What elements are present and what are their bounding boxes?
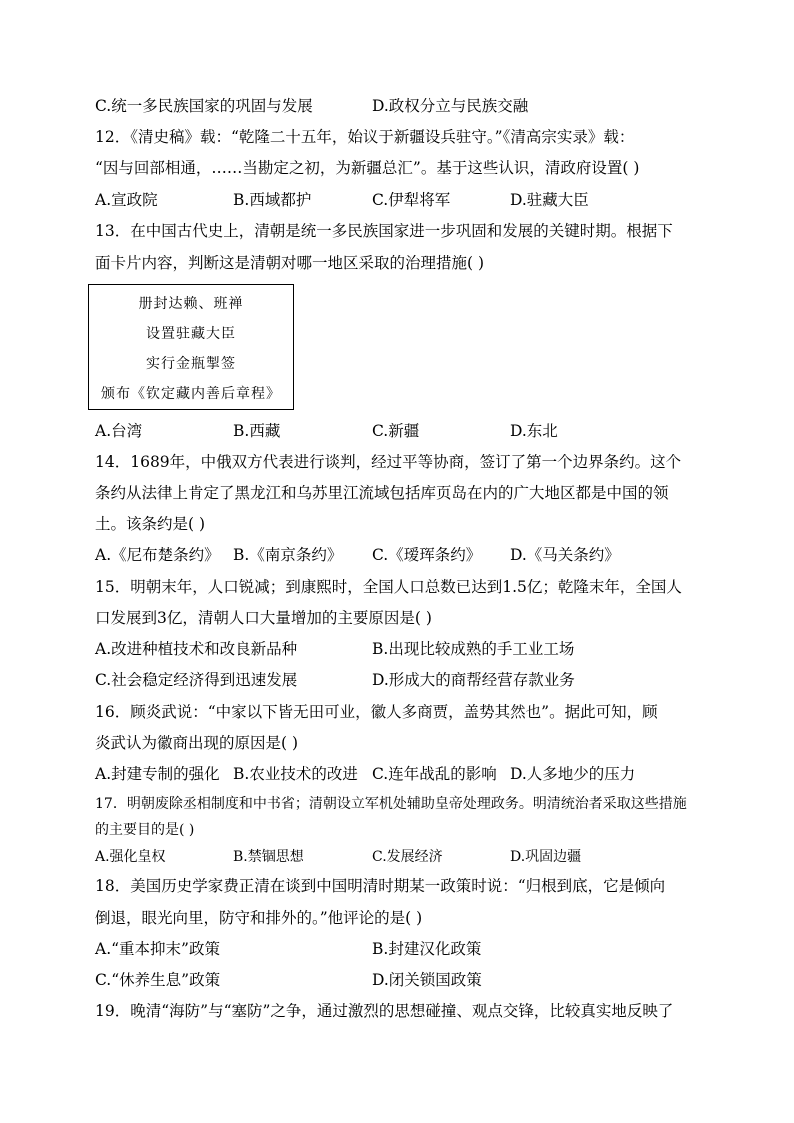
q14-option-b: B.《南京条约》	[233, 546, 343, 564]
q16-option-b: B.农业技术的改进	[233, 765, 358, 783]
q18-option-a: A.“重本抑末”政策	[95, 940, 220, 958]
q12-option-b: B.西域都护	[233, 191, 312, 209]
q14-stem-line3: 土。该条约是( )	[95, 515, 206, 533]
card-line-2: 设置驻藏大臣	[146, 326, 236, 342]
card-line-1: 册封达赖、班禅	[138, 296, 244, 312]
q13-option-d: D.东北	[510, 422, 558, 440]
q14-stem-line1: 14．1689年，中俄双方代表进行谈判，经过平等协商，签订了第一个边界条约。这个	[95, 453, 682, 471]
q14-stem-line2: 条约从法律上肯定了黑龙江和乌苏里江流域包括库页岛在内的广大地区都是中国的领	[95, 484, 669, 502]
policy-card	[88, 284, 294, 410]
q15-option-c: C.社会稳定经济得到迅速发展	[95, 671, 298, 689]
q14-option-c: C.《瑷珲条约》	[372, 546, 482, 564]
card-line-3: 实行金瓶掣签	[146, 356, 236, 372]
q18-stem-line2: 倒退，眼光向里，防守和排外的。”他评论的是( )	[95, 909, 423, 927]
q14-option-a: A.《尼布楚条约》	[95, 546, 220, 564]
q15-option-b: B.出现比较成熟的手工业工场	[372, 640, 575, 658]
q11-option-d: D.政权分立与民族交融	[372, 97, 529, 115]
q19-stem-line1: 19．晚清“海防”与“塞防”之争，通过激烈的思想碰撞、观点交锋，比较真实地反映了	[95, 1002, 674, 1020]
q17-option-d: D.巩固边疆	[510, 849, 582, 865]
q18-option-b: B.封建汉化政策	[372, 940, 482, 958]
q12-stem-line1: 12．《清史稿》载：“乾隆二十五年，始议于新疆设兵驻守。”《清高宗实录》载：	[95, 128, 635, 146]
q17-option-b: B.禁锢思想	[233, 849, 304, 865]
q13-option-a: A.台湾	[95, 422, 143, 440]
q18-option-c: C.“休养生息”政策	[95, 971, 221, 989]
card-line-4: 颁布《钦定藏内善后章程》	[101, 386, 281, 402]
q13-stem-line2: 面卡片内容，判断这是清朝对哪一地区采取的治理措施( )	[95, 254, 485, 272]
q17-option-c: C.发展经济	[372, 849, 443, 865]
q11-option-c: C.统一多民族国家的巩固与发展	[95, 97, 313, 115]
q17-option-a: A.强化皇权	[95, 849, 166, 865]
q18-stem-line1: 18．美国历史学家费正清在谈到中国明清时期某一政策时说：“归根到底，它是倾向	[95, 877, 666, 895]
q14-option-d: D.《马关条约》	[510, 546, 620, 564]
q15-stem-line1: 15．明朝末年，人口锐减；到康熙时，全国人口总数已达到1.5亿；乾隆末年，全国人	[95, 578, 682, 596]
q13-option-c: C.新疆	[372, 422, 420, 440]
q16-stem-line1: 16．顾炎武说：“中家以下皆无田可业，徽人多商贾，盖势其然也”。据此可知，顾	[95, 703, 658, 721]
q12-stem-line2: “因与回部相通，……当勘定之初，为新疆总汇”。基于这些认识，清政府设置( )	[95, 159, 640, 177]
q17-stem-line2: 的主要目的是( )	[95, 822, 195, 838]
q16-option-c: C.连年战乱的影响	[372, 765, 497, 783]
q16-option-d: D.人多地少的压力	[510, 765, 636, 783]
q16-option-a: A.封建专制的强化	[95, 765, 220, 783]
q12-option-d: D.驻藏大臣	[510, 191, 589, 209]
q15-stem-line2: 口发展到3亿，清朝人口大量增加的主要原因是( )	[95, 609, 432, 627]
q15-option-d: D.形成大的商帮经营存款业务	[372, 671, 575, 689]
q12-option-c: C.伊犁将军	[372, 191, 451, 209]
q18-option-d: D.闭关锁国政策	[372, 971, 482, 989]
q15-option-a: A.改进种植技术和改良新品种	[95, 640, 298, 658]
q12-option-a: A.宣政院	[95, 191, 158, 209]
q17-stem-line1: 17．明朝废除丞相制度和中书省；清朝设立军机处辅助皇帝处理政务。明清统治者采取这些措施	[95, 796, 687, 812]
q13-stem-line1: 13．在中国古代史上，清朝是统一多民族国家进一步巩固和发展的关键时期。根据下	[95, 222, 673, 240]
q13-option-b: B.西藏	[233, 422, 281, 440]
q16-stem-line2: 炎武认为徽商出现的原因是( )	[95, 734, 299, 752]
